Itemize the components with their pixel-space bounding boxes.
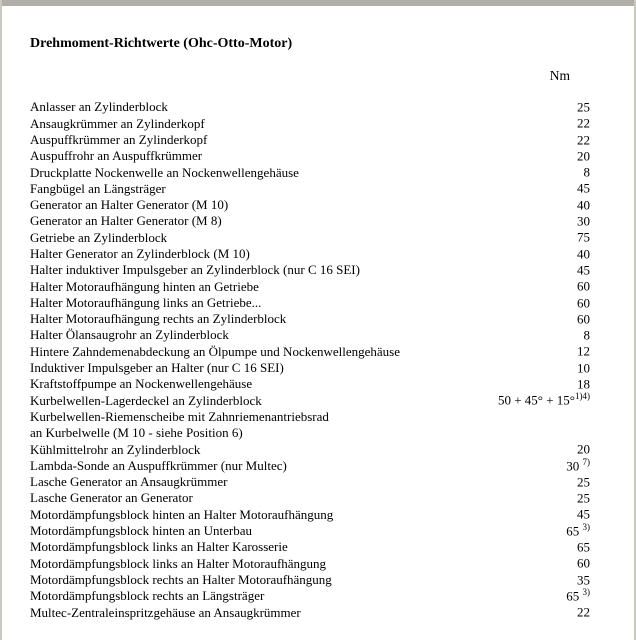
table-row (30, 572, 590, 588)
table-row (30, 458, 590, 474)
row-label: Induktiver Impulsgeber an Halter (nur C 16 SEI) (30, 360, 284, 376)
torque-value: 60 (577, 555, 590, 571)
table-row (30, 343, 590, 359)
row-label: Lambda-Sonde an Auspuffkrümmer (nur Multec) (30, 457, 287, 473)
row-label: Lasche Generator an Ansaugkrümmer (30, 474, 228, 490)
row-value (577, 148, 590, 165)
table-row (30, 311, 590, 327)
row-value (577, 115, 590, 132)
row-label: Motordämpfungsblock hinten an Unterbau (30, 523, 253, 539)
table-row (30, 555, 590, 571)
torque-value: 30 (566, 457, 583, 473)
document-page (30, 36, 590, 621)
footnote-marker: 3) (582, 586, 590, 597)
row-value (577, 197, 590, 214)
torque-value: 22 (577, 131, 590, 147)
torque-value: 8 (583, 164, 590, 180)
row-label: Ansaugkrümmer an Zylinderkopf (30, 115, 205, 131)
table-row (30, 604, 590, 620)
table-row (30, 490, 590, 506)
table-row (30, 295, 590, 311)
row-label: Hintere Zahndemenabdeckung an Ölpumpe und Nockenwellengehäuse (30, 343, 401, 359)
torque-value: 75 (577, 229, 590, 245)
row-label: Generator an Halter Generator (M 10) (30, 197, 229, 213)
row-label: Halter Generator an Zylinderblock (M 10) (30, 246, 250, 261)
row-label: Kurbelwellen-Riemenscheibe mit Zahnriemenantriebsrad (30, 408, 329, 424)
table-row (30, 392, 590, 408)
row-label: Motordämpfungsblock links an Halter Motoraufhängung (30, 555, 327, 571)
torque-value: 35 (577, 571, 590, 587)
row-label: Halter induktiver Impulsgeber an Zylinderblock (nur C 16 SEI) (30, 262, 360, 278)
torque-value: 45 (577, 180, 590, 196)
table-row (30, 588, 590, 604)
table-row (30, 180, 590, 196)
row-label: Kurbelwellen-Lagerdeckel an Zylinderblock (30, 392, 262, 408)
row-label: Motordämpfungsblock rechts an Längsträger (30, 588, 265, 604)
row-value (577, 99, 590, 116)
table-row (30, 164, 590, 180)
row-label: Motordämpfungsblock rechts an Halter Motoraufhängung (30, 571, 332, 587)
torque-value: 25 (577, 474, 590, 490)
torque-value: 40 (577, 197, 590, 213)
torque-value: 60 (577, 311, 590, 327)
table-row (30, 99, 590, 115)
torque-value: 60 (577, 278, 590, 294)
page-left-edge (0, 0, 2, 640)
row-label: Kraftstoffpumpe an Nockenwellengehäuse (30, 376, 253, 392)
torque-value: 45 (577, 262, 590, 278)
row-value (577, 262, 590, 279)
torque-value: 22 (577, 604, 590, 620)
row-label-continuation: an Kurbelwelle (M 10 - siehe Position 6) (30, 424, 243, 440)
row-label: Motordämpfungsblock hinten an Halter Motoraufhängung (30, 506, 334, 522)
row-value (577, 295, 590, 312)
row-label: Generator an Halter Generator (M 8) (30, 213, 222, 229)
row-label: Motordämpfungsblock links an Halter Karosserie (30, 539, 288, 555)
torque-value: 40 (577, 246, 590, 261)
row-label: Anlasser an Zylinderblock (30, 99, 168, 115)
table-row-continuation (30, 425, 590, 441)
row-label: Kühlmittelrohr an Zylinderblock (30, 441, 201, 457)
table-row (30, 376, 590, 392)
table-row (30, 132, 590, 148)
row-value (577, 311, 590, 328)
row-value (584, 164, 591, 181)
row-label: Fangbügel an Längsträger (30, 180, 166, 196)
row-label: Halter Motoraufhängung hinten an Getriebe (30, 278, 259, 294)
torque-value: 65 (566, 523, 583, 539)
row-label: Halter Ölansaugrohr an Zylinderblock (30, 327, 229, 343)
table-row (30, 506, 590, 522)
row-value (577, 604, 590, 621)
torque-value: 50 + 45° + 15° (497, 392, 575, 408)
row-value (577, 376, 590, 393)
row-value (566, 588, 590, 605)
table-row (30, 229, 590, 245)
table-row (30, 262, 590, 278)
torque-value: 20 (577, 441, 590, 457)
row-value (577, 180, 590, 197)
torque-value: 10 (577, 360, 590, 376)
row-value (577, 213, 590, 230)
footnote-marker: 3) (582, 521, 590, 532)
row-value (577, 360, 590, 377)
row-value (566, 523, 590, 540)
table-row (30, 360, 590, 376)
torque-value: 8 (583, 327, 590, 343)
torque-value: 60 (577, 294, 590, 310)
torque-value: 20 (577, 148, 590, 164)
table-row (30, 539, 590, 555)
table-row (30, 197, 590, 213)
row-value (577, 441, 590, 458)
row-value (577, 278, 590, 295)
table-row (30, 213, 590, 229)
table-row (30, 441, 590, 457)
row-label: Auspuffrohr an Auspuffkrümmer (30, 148, 203, 164)
torque-value: 65 (566, 588, 583, 604)
row-value (577, 474, 590, 491)
table-row (30, 278, 590, 294)
row-value (577, 539, 590, 556)
footnote-marker: 7) (582, 456, 590, 467)
page-title: Drehmoment-Richtwerte (Ohc-Otto-Motor) (30, 36, 293, 51)
row-value (577, 132, 590, 149)
torque-value: 18 (577, 376, 590, 392)
row-value (577, 246, 590, 263)
row-value (577, 506, 590, 523)
footnote-marker: 1)4) (575, 391, 590, 402)
torque-value: 12 (577, 343, 590, 359)
table-row (30, 327, 590, 343)
row-label: Lasche Generator an Generator (30, 490, 193, 506)
row-value (584, 327, 591, 344)
window-top-strip (0, 0, 636, 6)
torque-value: 25 (577, 99, 590, 115)
torque-value: 65 (577, 539, 590, 555)
row-label: Halter Motoraufhängung links an Getriebe... (30, 294, 262, 310)
row-value (566, 458, 590, 475)
table-row (30, 148, 590, 164)
torque-table (30, 99, 590, 621)
table-row (30, 246, 590, 262)
unit-column-header: Nm (549, 68, 570, 83)
row-value (577, 343, 590, 360)
torque-value: 30 (577, 213, 590, 229)
torque-value: 22 (577, 115, 590, 131)
row-label: Auspuffkrümmer an Zylinderkopf (30, 131, 208, 147)
row-value (577, 490, 590, 507)
row-value (577, 572, 590, 589)
row-label: Multec-Zentraleinspritzgehäuse an Ansaugkrümmer (30, 604, 301, 620)
table-row (30, 115, 590, 131)
table-row (30, 409, 590, 425)
row-label: Halter Motoraufhängung rechts an Zylinderblock (30, 311, 287, 327)
row-value (577, 555, 590, 572)
row-value (577, 229, 590, 246)
torque-value: 45 (577, 506, 590, 522)
table-row (30, 523, 590, 539)
row-label: Getriebe an Zylinderblock (30, 229, 168, 245)
torque-value: 25 (577, 490, 590, 506)
table-row (30, 474, 590, 490)
row-label: Druckplatte Nockenwelle an Nockenwellengehäuse (30, 164, 299, 180)
row-value (498, 392, 590, 409)
